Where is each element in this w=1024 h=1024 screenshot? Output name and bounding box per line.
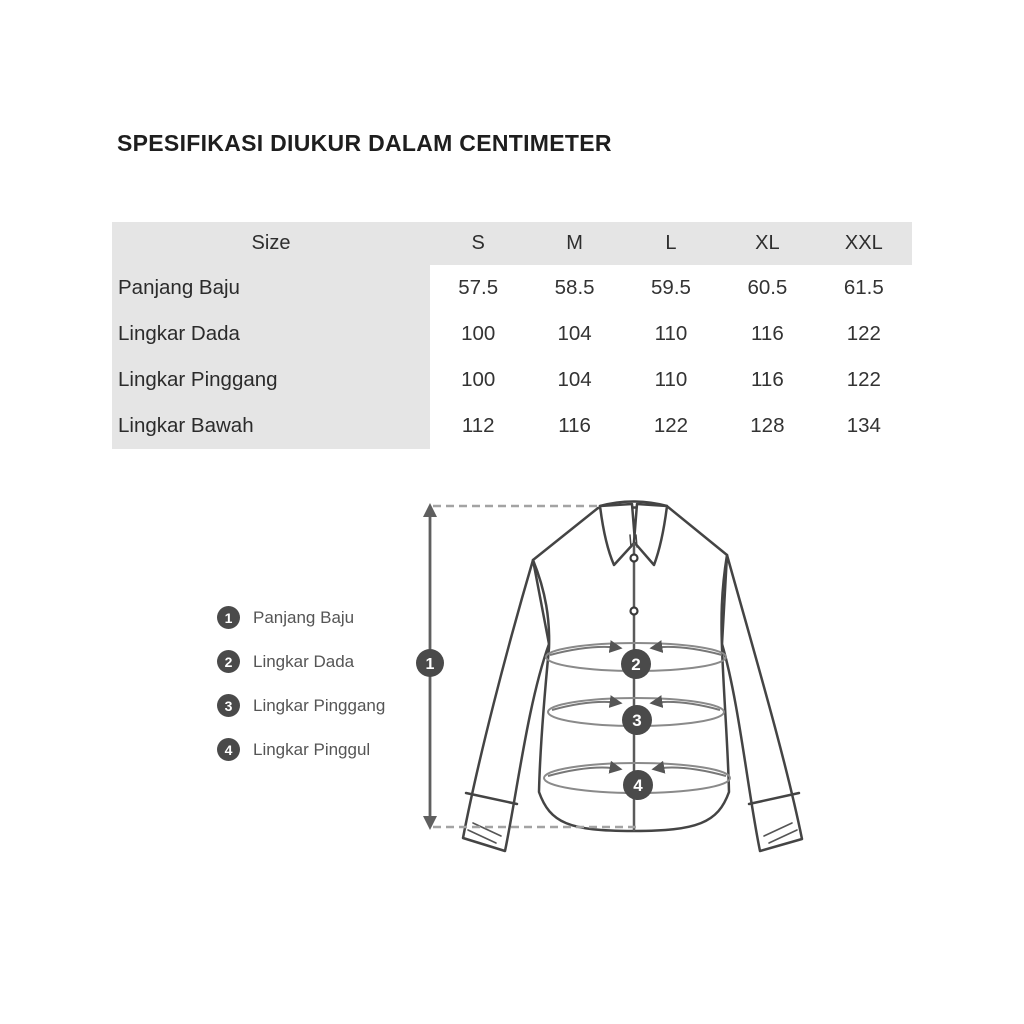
legend-item-lingkar-dada xyxy=(217,650,385,673)
table-cell: 134 xyxy=(816,403,912,449)
measurement-legend xyxy=(217,606,385,782)
row-label-lingkar-dada: Lingkar Dada xyxy=(112,311,430,357)
badge-2-number: 2 xyxy=(631,655,641,675)
legend-label: Lingkar Dada xyxy=(253,651,355,671)
table-cell: 58.5 xyxy=(526,265,622,311)
row-label-panjang-baju: Panjang Baju xyxy=(112,265,430,311)
table-cell: 116 xyxy=(719,311,815,357)
number-1-badge: 1 xyxy=(217,606,240,629)
legend-label: Lingkar Pinggang xyxy=(253,695,386,715)
button xyxy=(631,555,638,562)
legend-item-panjang-baju xyxy=(217,606,385,629)
table-cell: 128 xyxy=(719,403,815,449)
table-header-xxl: XXL xyxy=(816,222,912,265)
table-cell: 104 xyxy=(526,357,622,403)
table-header-l: L xyxy=(623,222,719,265)
page-title: SPESIFIKASI DIUKUR DALAM CENTIMETER xyxy=(117,130,612,156)
table-header-m: M xyxy=(526,222,622,265)
button xyxy=(631,608,638,615)
badge-4-number: 4 xyxy=(633,776,643,796)
size-table xyxy=(112,222,912,449)
right-sleeve xyxy=(722,555,802,851)
table-cell: 116 xyxy=(719,357,815,403)
shirt-measurement-diagram xyxy=(400,478,860,898)
table-cell: 122 xyxy=(623,403,719,449)
table-cell: 122 xyxy=(816,311,912,357)
legend-label: Panjang Baju xyxy=(253,607,355,627)
table-cell: 100 xyxy=(430,311,526,357)
number-4-badge: 4 xyxy=(217,738,240,761)
legend-item-lingkar-pinggang xyxy=(217,694,385,717)
table-header-size: Size xyxy=(112,222,430,265)
table-cell: 116 xyxy=(526,403,622,449)
badge-1-number: 1 xyxy=(425,655,435,673)
table-cell: 110 xyxy=(623,311,719,357)
legend-label: Lingkar Pinggul xyxy=(253,739,371,759)
number-2-badge: 2 xyxy=(217,650,240,673)
table-header-xl: XL xyxy=(719,222,815,265)
left-sleeve xyxy=(463,560,549,851)
table-cell: 112 xyxy=(430,403,526,449)
row-label-lingkar-pinggang: Lingkar Pinggang xyxy=(112,357,430,403)
table-cell: 110 xyxy=(623,357,719,403)
table-cell: 59.5 xyxy=(623,265,719,311)
badge-3-number: 3 xyxy=(632,711,642,731)
table-cell: 60.5 xyxy=(719,265,815,311)
row-label-lingkar-bawah: Lingkar Bawah xyxy=(112,403,430,449)
table-cell: 122 xyxy=(816,357,912,403)
table-cell: 100 xyxy=(430,357,526,403)
table-header-s: S xyxy=(430,222,526,265)
table-cell: 104 xyxy=(526,311,622,357)
table-cell: 61.5 xyxy=(816,265,912,311)
number-3-badge: 3 xyxy=(217,694,240,717)
table-cell: 57.5 xyxy=(430,265,526,311)
legend-item-lingkar-pinggul xyxy=(217,738,385,761)
